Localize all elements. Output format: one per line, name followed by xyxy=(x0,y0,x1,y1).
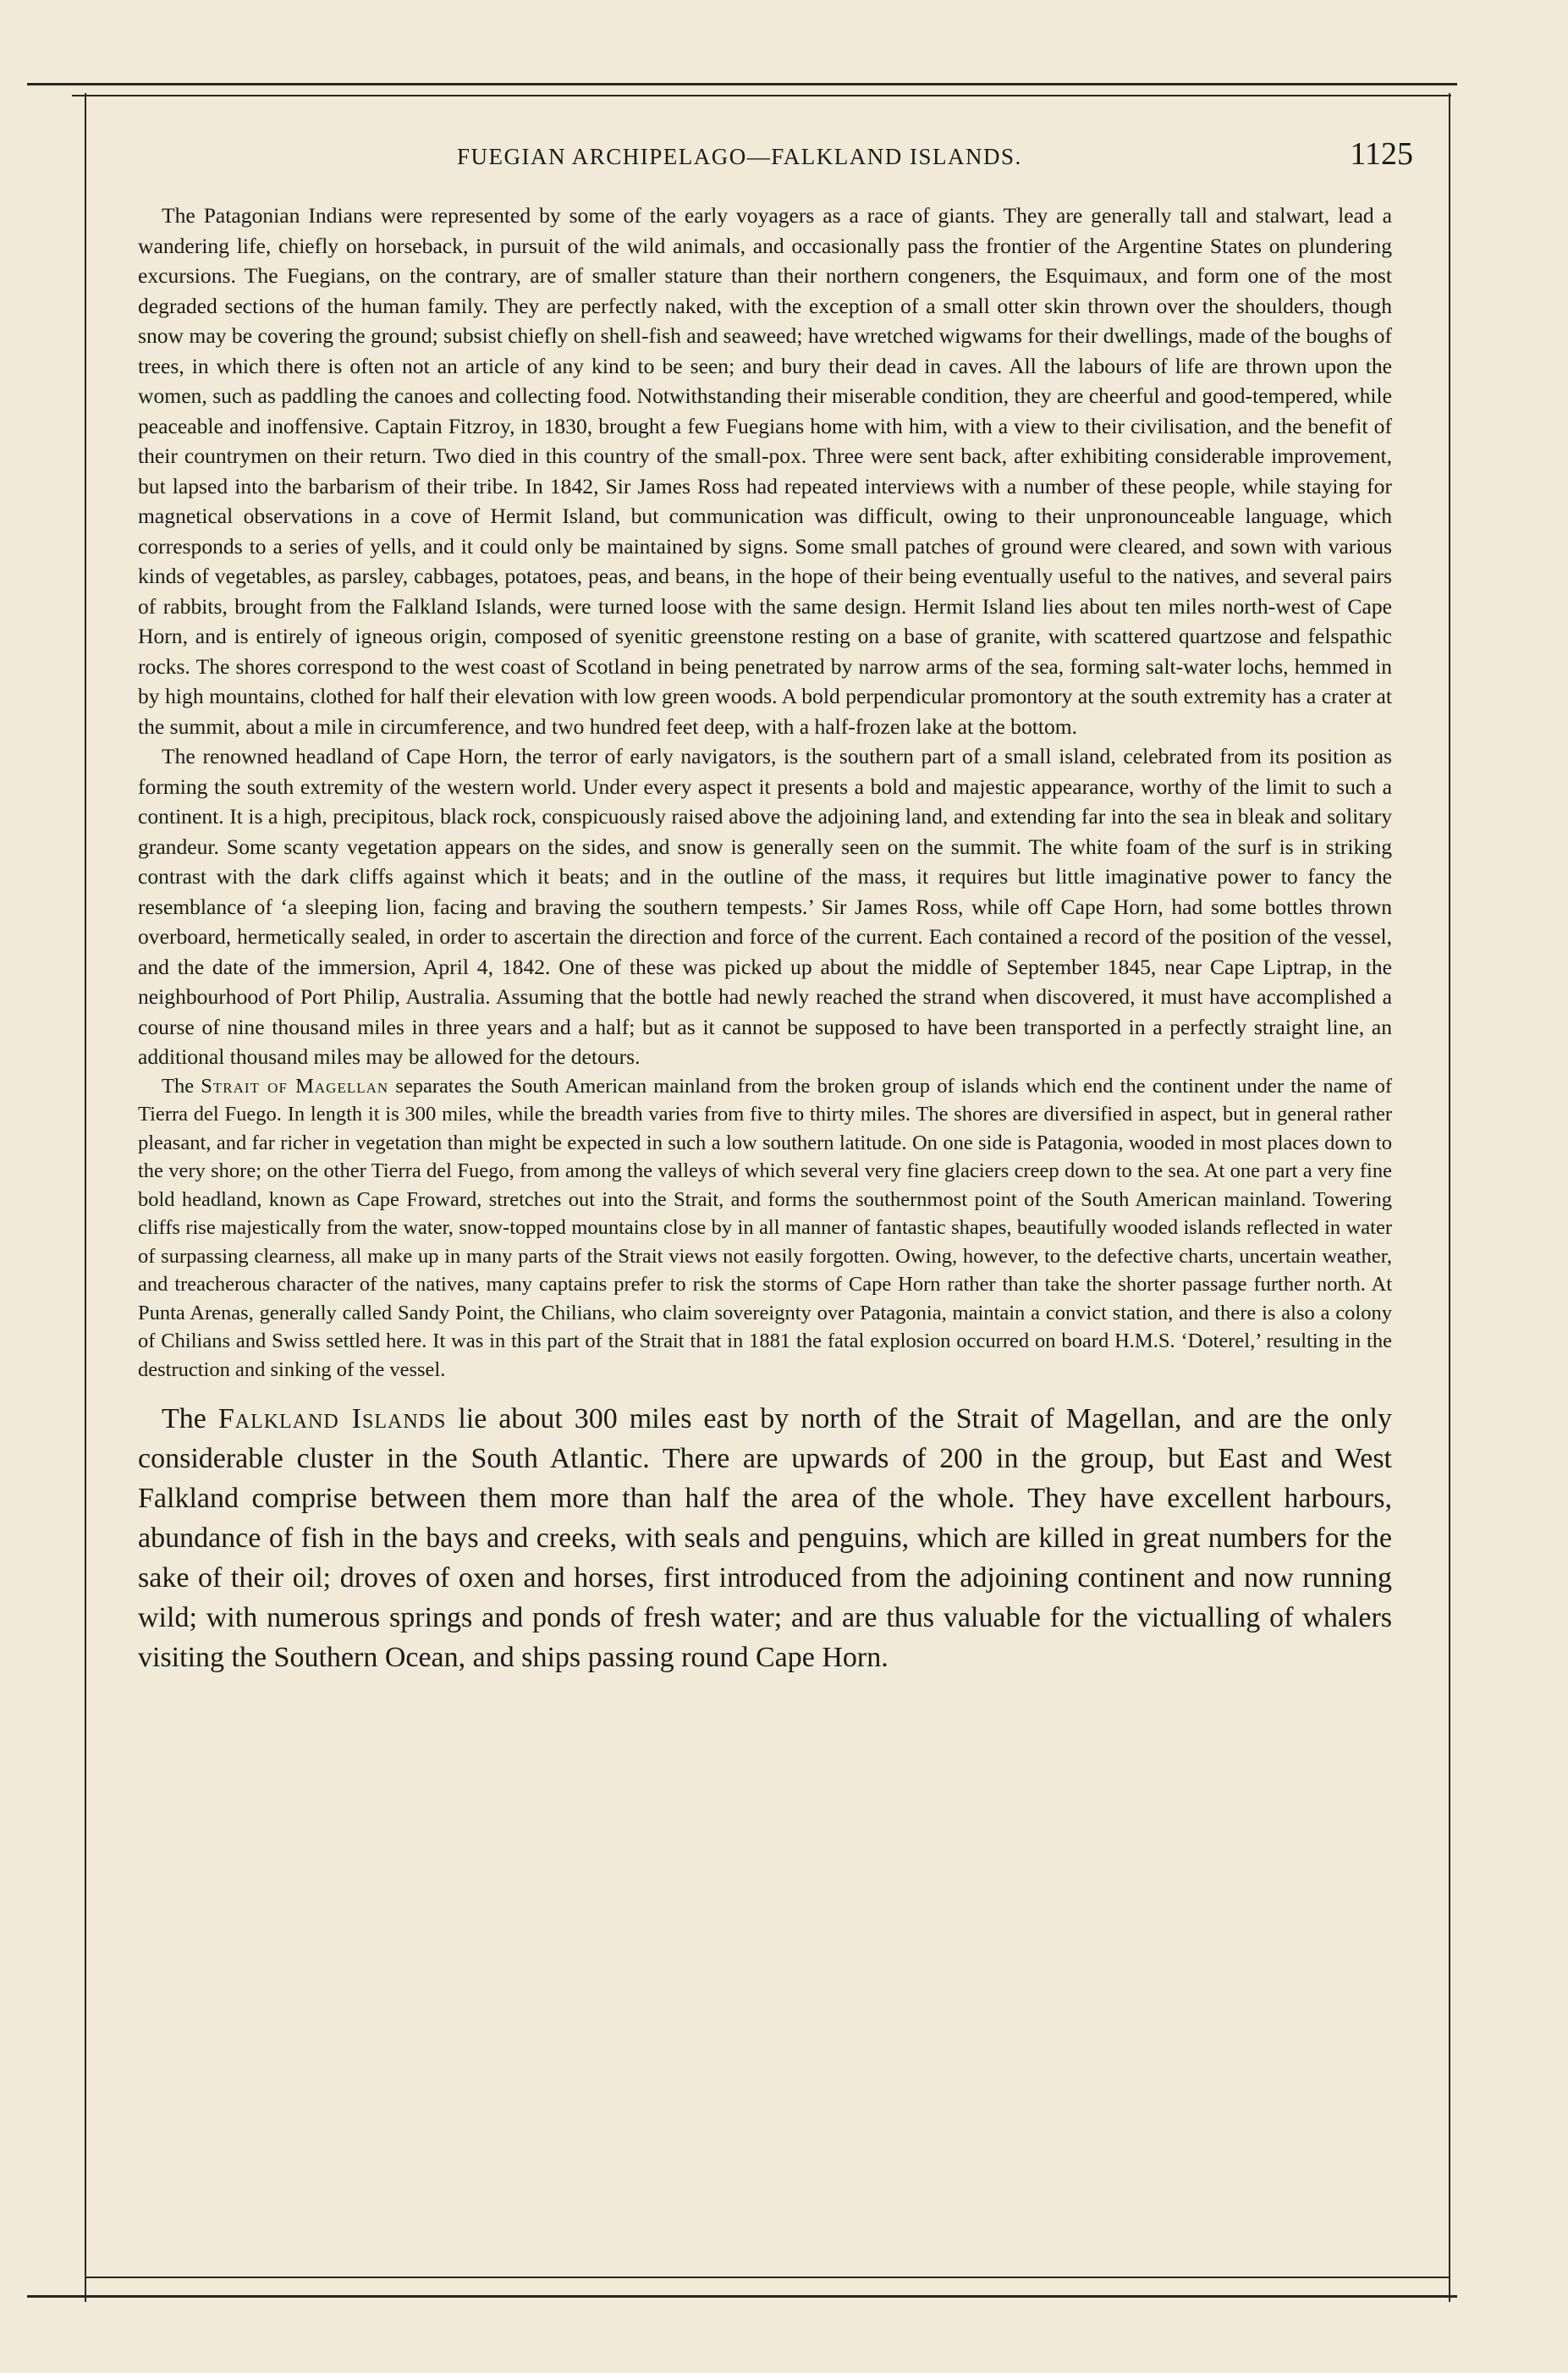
paragraph-falkland-islands xyxy=(138,1399,1392,1677)
paragraph-text: separates the South American mainland from the broken group of islands which end the continent under the name of Tierra del Fuego. In length it is 300 miles, while the breadth varies from five to thirty miles. The shores are diversified in aspect, but in general rather pleasant, and far richer in vegetation than might be expected in such a low southern latitude. On one side is Patagonia, wooded in most places down to the very shore; on the other Tierra del Fuego, from among the valleys of which several very fine glaciers creep down to the sea. At one part a very fine bold headland, known as Cape Froward, stretches out into the Strait, and forms the southernmost point of the South American mainland. Towering cliffs rise majestically from the water, snow-topped mountains close by in all manner of fantastic shapes, beautifully wooded islands reflected in water of surpassing clearness, all make up in many parts of the Strait views not easily forgotten. Owing, however, to the defective charts, uncertain weather, and treacherous character of the natives, many captains prefer to risk the storms of Cape Horn rather than take the shorter passage further north. At Punta Arenas, generally called Sandy Point, the Chilians, who claim sovereignty over Patagonia, maintain a convict station, and there is also a colony of Chilians and Swiss settled here. It was in this part of the Strait that in 1881 the fatal explosion occurred on board H.M.S. ‘Doterel,’ resulting in the destruction and sinking of the vessel. xyxy=(138,1074,1393,1381)
page-number: 1125 xyxy=(1350,136,1413,172)
running-title: FUEGIAN ARCHIPELAGO—FALKLAND ISLANDS. xyxy=(457,144,1022,169)
top-border-rule-outer xyxy=(27,83,1457,85)
paragraph-patagonians xyxy=(138,201,1392,741)
paragraph-text: The Patagonian Indians were represented by some of the early voyagers as a race of giants. They are generally tall and stalwart, lead a wandering life, chiefly on horseback, in pursuit of the wild animals, and occasionally pass the frontier of the Argentine States on plundering excursions. The Fuegians, on the contrary, are of smaller stature than their northern congeners, the Esquimaux, and form one of the most degraded sections of the human family. They are perfectly naked, with the exception of a small otter skin thrown over the shoulders, though snow may be covering the ground; subsist chiefly on shell-fish and seaweed; have wretched wigwams for their dwellings, made of the boughs of trees, in which there is often not an article of any kind to be seen; and bury their dead in caves. All the labours of life are thrown upon the women, such as paddling the canoes and collecting food. Notwithstanding their miserable condition, they are cheerful and good-tempered, while peaceable and inoffensive. Captain Fitzroy, in 1830, brought a few Fuegians home with him, with a view to their civilisation, and the benefit of their countrymen on their return. Two died in this country of the small-pox. Three were sent back, after exhibiting considerable improvement, but lapsed into the barbarism of their tribe. In 1842, Sir James Ross had repeated interviews with a number of these people, while staying for magnetical observations in a cove of Hermit Island, but communication was difficult, owing to their unpronounceable language, which corresponds to a series of yells, and it could only be maintained by signs. Some small patches of ground were cleared, and sown with various kinds of vegetables, as parsley, cabbages, potatoes, peas, and beans, in the hope of their being eventually useful to the natives, and several pairs of rabbits, brought from the Falkland Islands, were turned loose with the same design. Hermit Island lies about ten miles north-west of Cape Horn, and is entirely of igneous origin, composed of syenitic greenstone resting on a base of granite, with scattered quartzose and felspathic rocks. The shores correspond to the west coast of Scotland in being penetrated by narrow arms of the sea, forming salt-water lochs, hemmed in by high mountains, clothed for half their elevation with low green woods. A bold perpendicular promontory at the south extremity has a crater at the summit, about a mile in circumference, and two hundred feet deep, with a half-frozen lake at the bottom. xyxy=(138,203,1392,739)
left-border-rule xyxy=(85,93,86,2302)
top-border-rule-inner xyxy=(72,95,1451,96)
heading-falkland-islands: Falkland Islands xyxy=(217,1403,447,1434)
heading-strait-of-magellan: Strait of Magellan xyxy=(201,1074,389,1098)
paragraph-lead: The xyxy=(162,1403,218,1434)
bottom-border-rule-outer xyxy=(27,2295,1457,2298)
paragraph-lead: The xyxy=(162,1074,201,1098)
page-header xyxy=(203,135,1413,186)
bottom-border-rule-inner xyxy=(85,2277,1450,2278)
paragraph-cape-horn xyxy=(138,741,1392,1072)
paragraph-text: lie about 300 miles east by north of the Strait of Magellan, and are the only considerable cluster in the South Atlantic. There are upwards of 200 in the group, but East and West Falkland comprise between them more than half the area of the whole. They have excellent harbours, abundance of fish in the bays and creeks, with seals and penguins, which are killed in great numbers for the sake of their oil; droves of oxen and horses, first introduced from the adjoining continent and now running wild; with numerous springs and ponds of fresh water; and are thus valuable for the victualling of whalers visiting the Southern Ocean, and ships passing round Cape Horn. xyxy=(138,1403,1392,1673)
right-border-rule xyxy=(1449,93,1450,2302)
paragraph-strait-of-magellan xyxy=(138,1072,1392,1385)
paragraph-text: The renowned headland of Cape Horn, the terror of early navigators, is the southern part of a small island, celebrated from its position as forming the south extremity of the western world. Under every aspect it presents a bold and majestic appearance, worthy of the limit to such a continent. It is a high, precipitous, black rock, conspicuously raised above the adjoining land, and extending far into the sea in bleak and solitary grandeur. Some scanty vegetation appears on the sides, and snow is generally seen on the summit. The white foam of the surf is in striking contrast with the dark cliffs against which it beats; and in the outline of the mass, it requires but little imaginative power to fancy the resemblance of ‘a sleeping lion, facing and braving the southern tempests.’ Sir James Ross, while off Cape Horn, had some bottles thrown overboard, hermetically sealed, in order to ascertain the direction and force of the current. Each contained a record of the position of the vessel, and the date of the immersion, April 4, 1842. One of these was picked up about the middle of September 1845, near Cape Liptrap, in the neighbourhood of Port Philip, Australia. Assuming that the bottle had newly reached the strand when discovered, it must have accomplished a course of nine thousand miles in three years and a half; but as it cannot be supposed to have been transported in a perfectly straight line, an additional thousand miles may be allowed for the detours. xyxy=(138,744,1392,1069)
text-body xyxy=(138,201,1392,1677)
